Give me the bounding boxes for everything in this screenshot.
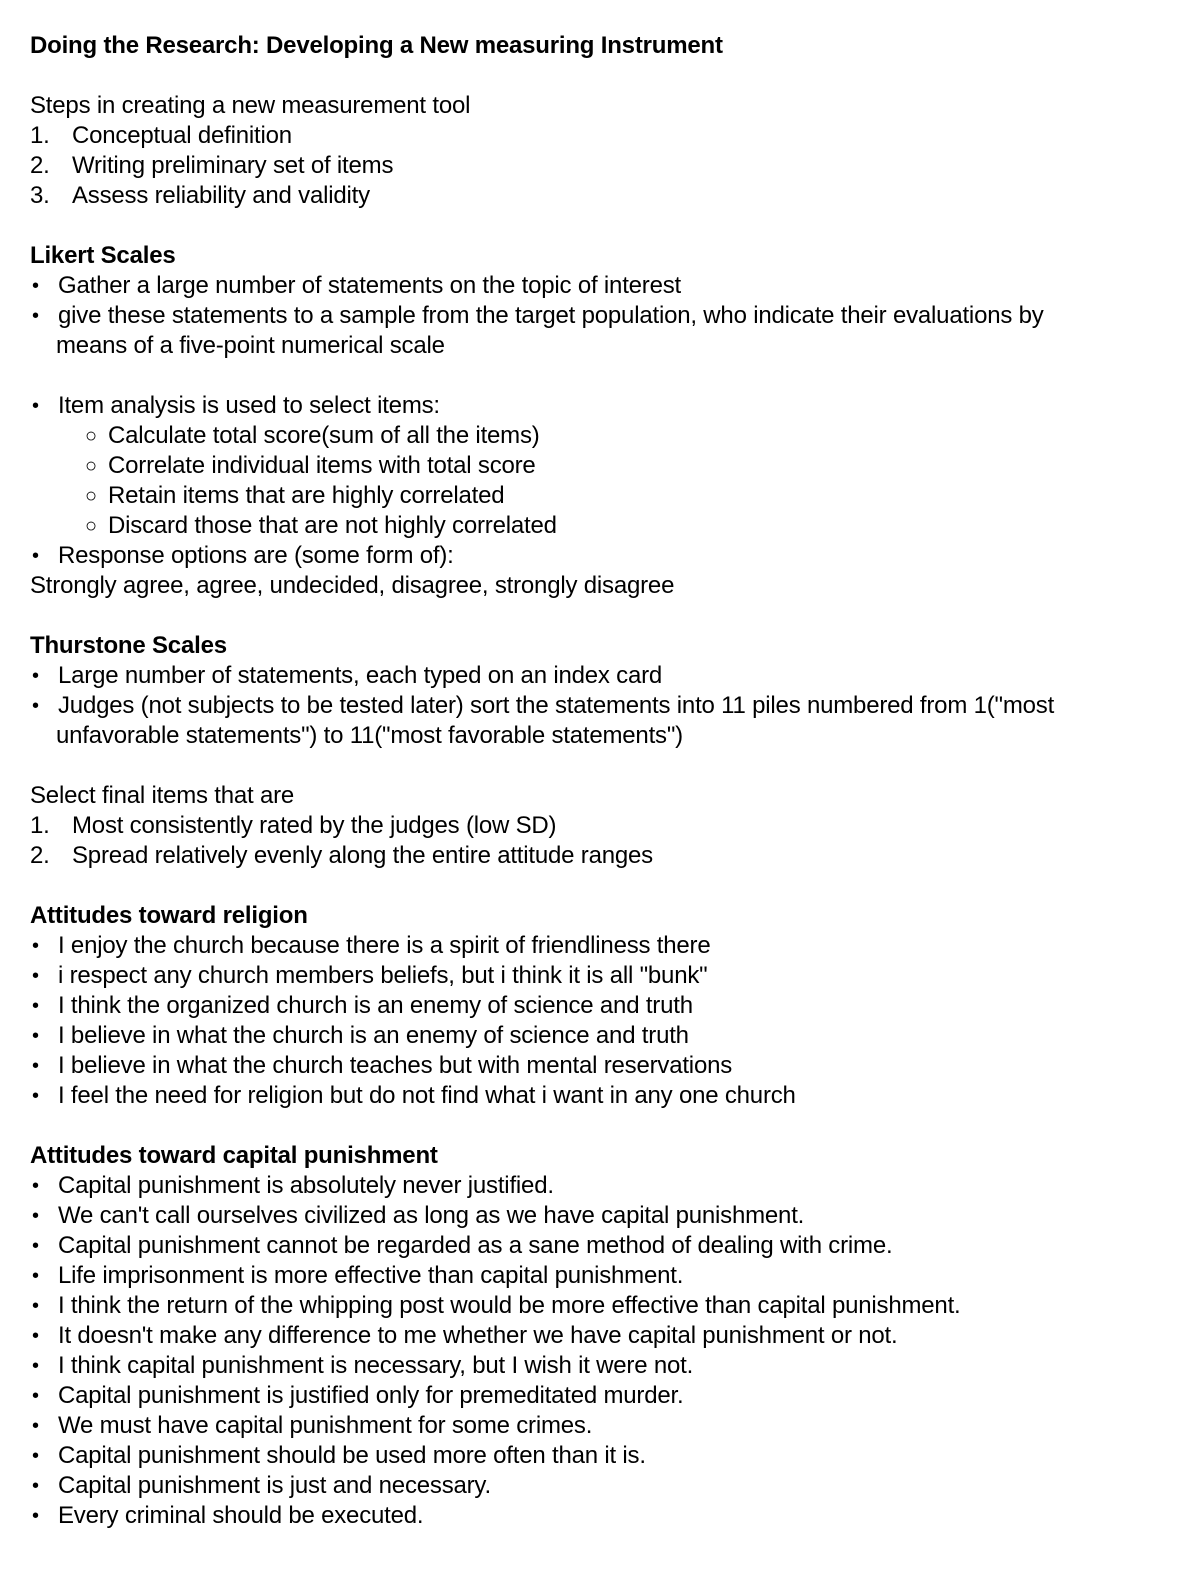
bullet-item	[30, 1321, 1180, 1351]
item-text: Assess reliability and validity	[72, 182, 370, 209]
bullet-item	[30, 1381, 1180, 1411]
response-options-line: Strongly agree, agree, undecided, disagree, strongly disagree	[30, 572, 675, 599]
section-heading-likert: Likert Scales	[30, 242, 176, 269]
bullet-item	[30, 661, 1180, 691]
bullet-item	[30, 931, 1180, 961]
bullet-item	[30, 1171, 1180, 1201]
bullet-text: I think the organized church is an enemy of science and truth	[58, 992, 693, 1019]
bullet-item	[30, 1021, 1180, 1051]
bullet-icon: •	[32, 695, 39, 717]
bullet-icon: •	[32, 1475, 39, 1497]
bullet-text: I think capital punishment is necessary, but I wish it were not.	[58, 1352, 694, 1379]
sub-bullet-item	[30, 451, 1180, 481]
document-page	[30, 31, 1180, 1531]
bullet-icon: •	[32, 1085, 39, 1107]
bullet-text: We can't call ourselves civilized as long as we have capital punishment.	[58, 1202, 805, 1229]
bullet-text: Judges (not subjects to be tested later) sort the statements into 11 piles numbered from 1("most	[58, 692, 1055, 719]
bullet-icon: •	[32, 275, 39, 297]
circle-bullet-icon: ○	[85, 455, 97, 477]
bullet-text: Capital punishment should be used more often than it is.	[58, 1442, 646, 1469]
circle-bullet-icon: ○	[85, 425, 97, 447]
sub-bullet-item	[30, 421, 1180, 451]
bullet-text: Large number of statements, each typed on an index card	[58, 662, 663, 689]
bullet-icon: •	[32, 1505, 39, 1527]
bullet-text: Capital punishment is justified only for premeditated murder.	[58, 1382, 684, 1409]
bullet-text: Response options are (some form of):	[58, 542, 454, 569]
bullet-item	[30, 961, 1180, 991]
bullet-item	[30, 1441, 1180, 1471]
bullet-item	[30, 1081, 1180, 1111]
bullet-icon: •	[32, 305, 39, 327]
bullet-icon: •	[32, 1325, 39, 1347]
item-number: 1.	[30, 812, 50, 839]
bullet-item	[30, 1261, 1180, 1291]
section-heading-religion: Attitudes toward religion	[30, 902, 308, 929]
bullet-continuation: unfavorable statements") to 11("most favorable statements")	[56, 722, 683, 749]
bullet-item	[30, 1291, 1180, 1321]
page-title: Doing the Research: Developing a New measuring Instrument	[30, 32, 723, 59]
bullet-icon: •	[32, 1265, 39, 1287]
numbered-item	[30, 841, 1180, 871]
bullet-icon: •	[32, 665, 39, 687]
item-number: 1.	[30, 122, 50, 149]
item-text: Spread relatively evenly along the entire attitude ranges	[72, 842, 653, 869]
bullet-text: Life imprisonment is more effective than capital punishment.	[58, 1262, 684, 1289]
bullet-text: Every criminal should be executed.	[58, 1502, 424, 1529]
circle-bullet-icon: ○	[85, 485, 97, 507]
bullet-item	[30, 391, 1180, 421]
bullet-icon: •	[32, 1235, 39, 1257]
bullet-item	[30, 271, 1180, 301]
item-number: 3.	[30, 182, 50, 209]
sub-bullet-text: Retain items that are highly correlated	[108, 482, 505, 509]
bullet-text: I believe in what the church teaches but with mental reservations	[58, 1052, 733, 1079]
item-text: Most consistently rated by the judges (low SD)	[72, 812, 557, 839]
bullet-icon: •	[32, 545, 39, 567]
bullet-icon: •	[32, 1205, 39, 1227]
bullet-text: I think the return of the whipping post would be more effective than capital punishment.	[58, 1292, 961, 1319]
bullet-item	[30, 1231, 1180, 1261]
bullet-item	[30, 1411, 1180, 1441]
bullet-icon: •	[32, 1445, 39, 1467]
bullet-text: Capital punishment is just and necessary.	[58, 1472, 491, 1499]
bullet-item	[30, 301, 1180, 331]
bullet-text: Item analysis is used to select items:	[58, 392, 440, 419]
numbered-item	[30, 151, 1180, 181]
bullet-text: give these statements to a sample from the target population, who indicate their evaluations by	[58, 302, 1044, 329]
sub-bullet-text: Calculate total score(sum of all the items)	[108, 422, 540, 449]
sub-bullet-item	[30, 481, 1180, 511]
bullet-icon: •	[32, 1415, 39, 1437]
bullet-icon: •	[32, 395, 39, 417]
sub-bullet-item	[30, 511, 1180, 541]
item-number: 2.	[30, 842, 50, 869]
bullet-text: I enjoy the church because there is a spirit of friendliness there	[58, 932, 711, 959]
bullet-continuation: means of a five-point numerical scale	[56, 332, 445, 359]
bullet-text: Capital punishment cannot be regarded as a sane method of dealing with crime.	[58, 1232, 893, 1259]
bullet-item	[30, 991, 1180, 1021]
bullet-text: I believe in what the church is an enemy of science and truth	[58, 1022, 689, 1049]
numbered-item	[30, 811, 1180, 841]
bullet-item	[30, 1201, 1180, 1231]
bullet-item	[30, 1471, 1180, 1501]
bullet-text: i respect any church members beliefs, but i think it is all "bunk"	[58, 962, 708, 989]
bullet-icon: •	[32, 1055, 39, 1077]
bullet-icon: •	[32, 965, 39, 987]
section-heading-thurstone: Thurstone Scales	[30, 632, 227, 659]
bullet-text: It doesn't make any difference to me whether we have capital punishment or not.	[58, 1322, 898, 1349]
bullet-item	[30, 1051, 1180, 1081]
bullet-icon: •	[32, 1295, 39, 1317]
bullet-item	[30, 541, 1180, 571]
circle-bullet-icon: ○	[85, 515, 97, 537]
numbered-item	[30, 121, 1180, 151]
bullet-item	[30, 1351, 1180, 1381]
bullet-icon: •	[32, 1175, 39, 1197]
sub-bullet-text: Discard those that are not highly correlated	[108, 512, 557, 539]
steps-intro: Steps in creating a new measurement tool	[30, 92, 471, 119]
bullet-item	[30, 1501, 1180, 1531]
bullet-text: Gather a large number of statements on the topic of interest	[58, 272, 682, 299]
bullet-text: Capital punishment is absolutely never justified.	[58, 1172, 554, 1199]
bullet-icon: •	[32, 1025, 39, 1047]
bullet-text: We must have capital punishment for some crimes.	[58, 1412, 593, 1439]
select-intro: Select final items that are	[30, 782, 295, 809]
bullet-text: I feel the need for religion but do not find what i want in any one church	[58, 1082, 796, 1109]
sub-bullet-text: Correlate individual items with total score	[108, 452, 536, 479]
section-heading-capital-punishment: Attitudes toward capital punishment	[30, 1142, 438, 1169]
bullet-item	[30, 691, 1180, 721]
item-number: 2.	[30, 152, 50, 179]
bullet-icon: •	[32, 1355, 39, 1377]
item-text: Writing preliminary set of items	[72, 152, 394, 179]
bullet-icon: •	[32, 935, 39, 957]
numbered-item	[30, 181, 1180, 211]
item-text: Conceptual definition	[72, 122, 292, 149]
bullet-icon: •	[32, 995, 39, 1017]
bullet-icon: •	[32, 1385, 39, 1407]
